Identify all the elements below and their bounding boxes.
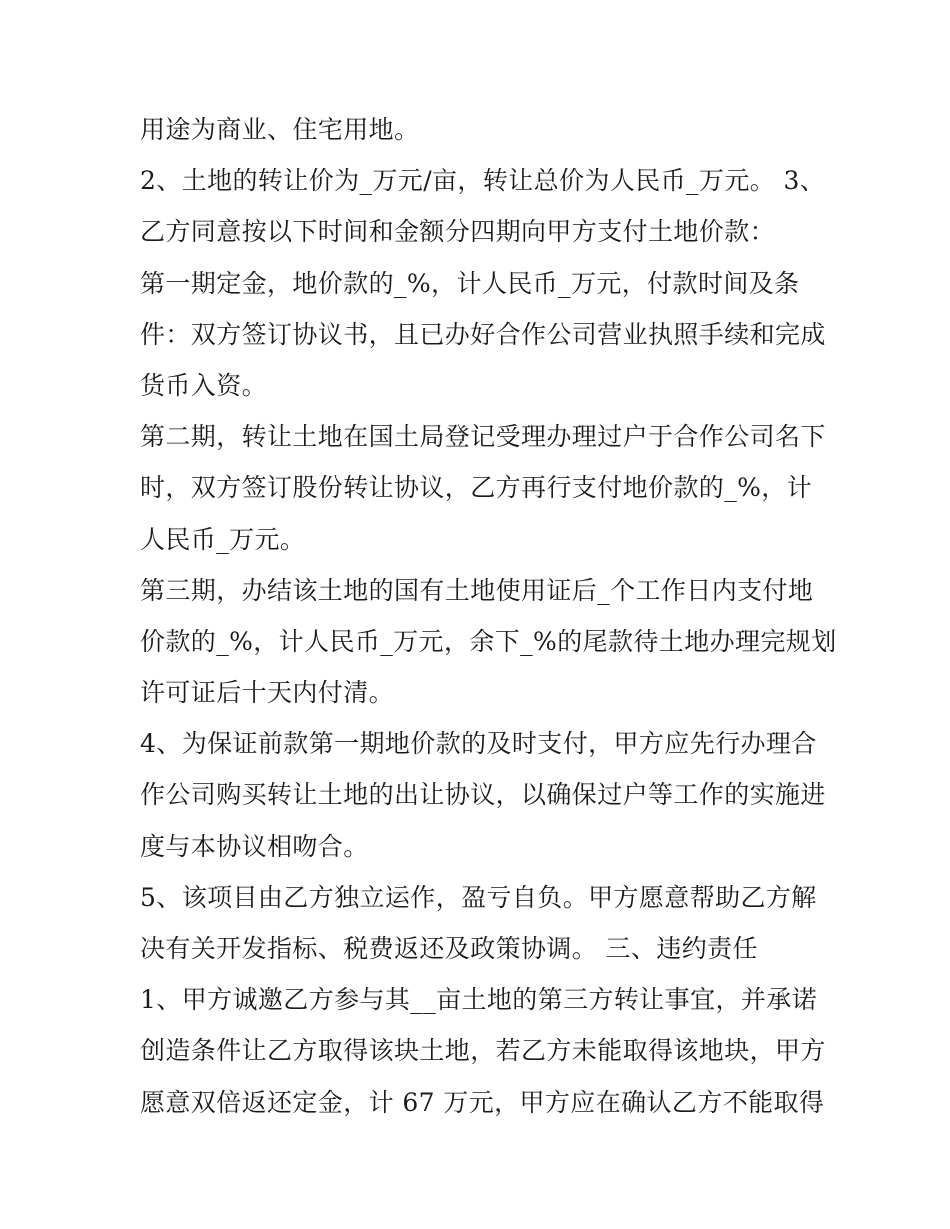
- text-line: 创造条件让乙方取得该块土地，若乙方未能取得该地块，甲方: [140, 1036, 826, 1066]
- text-line: 时，双方签订股份转让协议，乙方再行支付地价款的_%，计: [140, 473, 813, 503]
- text-line: 件：双方签订协议书，且已办好合作公司营业执照手续和完成: [140, 319, 826, 349]
- text-line: 价款的_%，计人民币_万元，余下_%的尾款待土地办理完规划: [140, 626, 837, 656]
- text-line: 作公司购买转让土地的出让协议，以确保过户等工作的实施进: [140, 780, 826, 810]
- text-line: 第三期，办结该土地的国有土地使用证后_个工作日内支付地: [140, 575, 814, 605]
- text-line: 1、甲方诚邀乙方参与其__亩土地的第三方转让事宜，并承诺: [140, 985, 818, 1015]
- text-line: 第二期，转让土地在国土局登记受理办理过户于合作公司名下: [140, 422, 826, 452]
- text-line: 第一期定金，地价款的_%，计人民币_万元，付款时间及条: [140, 268, 800, 298]
- text-line: 乙方同意按以下时间和金额分四期向甲方支付土地价款：: [140, 217, 776, 247]
- text-line: 5、该项目由乙方独立运作，盈亏自负。甲方愿意帮助乙方解: [140, 882, 817, 912]
- text-line: 度与本协议相吻合。: [140, 831, 369, 861]
- text-line: 货币入资。: [140, 370, 268, 400]
- text-line: 2、土地的转让价为_万元/亩，转让总价为人民币_万元。 3、: [140, 166, 826, 196]
- text-line: 许可证后十天内付清。: [140, 678, 395, 708]
- text-line: 决有关开发指标、税费返还及政策协调。 三、违约责任: [140, 934, 758, 963]
- text-line: 用途为商业、住宅用地。: [140, 115, 420, 144]
- text-line: 人民币_万元。: [140, 524, 306, 554]
- document-body: [140, 104, 837, 1128]
- text-line: 4、为保证前款第一期地价款的及时支付，甲方应先行办理合: [140, 729, 817, 759]
- text-line: 愿意双倍返还定金，计 67 万元，甲方应在确认乙方不能取得: [140, 1087, 825, 1117]
